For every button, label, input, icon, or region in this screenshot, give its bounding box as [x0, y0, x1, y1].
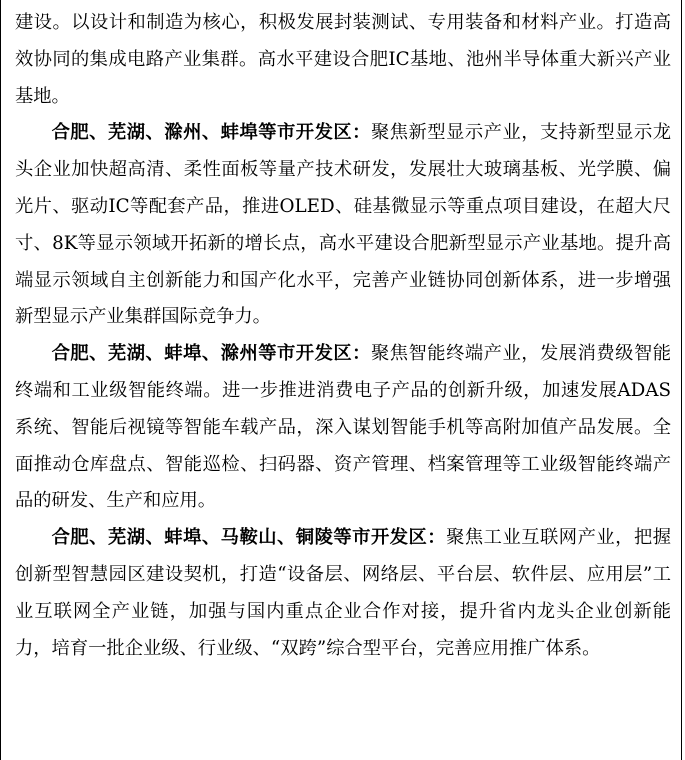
paragraph-lead-heading: 合肥、芜湖、蚌埠、马鞍山、铜陵等市开发区： [51, 527, 447, 549]
paragraph-body: 聚焦新型显示产业，支持新型显示龙头企业加快超高清、柔性面板等量产技术研发，发展壮大玻璃基板、光学膜、偏光片、驱动IC等配套产品，推进OLED、硅基微显示等重点项目建设，在超大尺寸、8K等显示领域开拓新的增长点，高水平建设合肥新型显示产业基地。提升高端显示领域自主创新能力和国产化水平，完善产业链协同创新体系，进一步增强新型显示产业集群国际竞争力。 [15, 122, 672, 328]
paragraph-ic-industry [15, 5, 671, 115]
paragraph-body: 建设。以设计和制造为核心，积极发展封装测试、专用装备和材料产业。打造高效协同的集成电路产业集群。高水平建设合肥IC基地、池州半导体重大新兴产业基地。 [15, 12, 671, 107]
paragraph-body: 聚焦智能终端产业，发展消费级智能终端和工业级智能终端。进一步推进消费电子产品的创新升级，加速发展ADAS系统、智能后视镜等智能车载产品，深入谋划智能手机等高附加值产品发展。全面推动仓库盘点、智能巡检、扫码器、资产管理、档案管理等工业级智能终端产品的研发、生产和应用。 [15, 343, 672, 512]
paragraph-lead-heading: 合肥、芜湖、滁州、蚌埠等市开发区： [51, 122, 371, 144]
paragraph-industrial-internet [15, 520, 671, 667]
paragraph-body: 聚焦工业互联网产业，把握创新型智慧园区建设契机，打造“设备层、网络层、平台层、软件层、应用层”工业互联网全产业链，加强与国内重点企业合作对接，提升省内龙头企业创新能力，培育一批企业级、行业级、“双跨”综合型平台，完善应用推广体系。 [15, 527, 672, 659]
document-body [15, 5, 671, 667]
paragraph-smart-terminal [15, 336, 671, 520]
paragraph-lead-heading: 合肥、芜湖、蚌埠、滁州等市开发区： [51, 343, 371, 365]
paragraph-new-display [15, 115, 671, 336]
